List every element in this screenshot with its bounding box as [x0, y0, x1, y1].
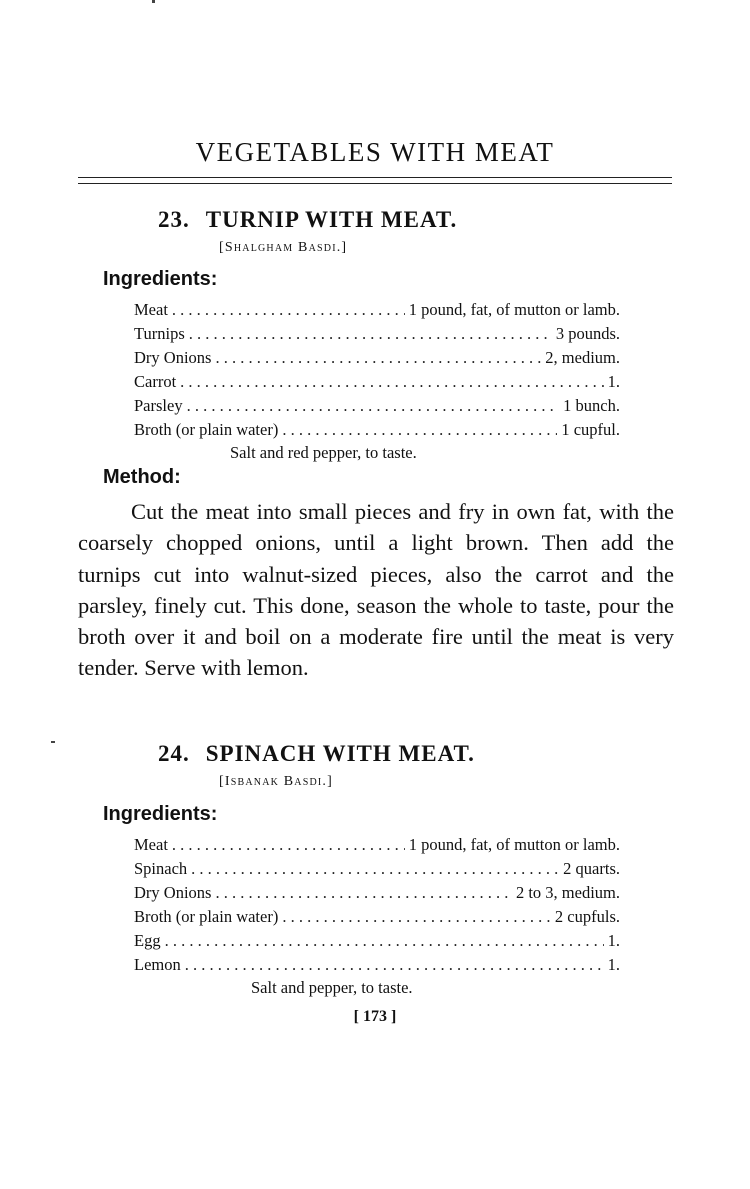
ingredient-name: Egg — [134, 931, 161, 950]
ingredient-qty: 2 to 3, medium. — [515, 883, 620, 902]
ingredient-name: Carrot — [134, 372, 177, 391]
ingredient-qty: 2 cupfuls. — [554, 907, 620, 926]
ingredient-row — [134, 907, 620, 931]
ingredient-name: Meat — [134, 835, 168, 854]
print-speck — [152, 0, 155, 3]
ingredients-label: Ingredients: — [103, 803, 218, 825]
dot-leader — [282, 420, 557, 440]
ingredient-row — [134, 372, 620, 396]
ingredient-name: Spinach — [134, 859, 188, 878]
dot-leader — [282, 907, 551, 927]
dot-leader — [187, 396, 560, 416]
ingredients-label: Ingredients: — [103, 268, 218, 290]
ingredient-qty: 3 pounds. — [555, 324, 620, 343]
dot-leader — [172, 300, 405, 320]
ingredient-name: Meat — [134, 300, 168, 319]
dot-leader — [189, 324, 552, 344]
ingredient-name: Broth (or plain water) — [134, 907, 279, 926]
ingredient-row — [134, 859, 620, 883]
ingredient-row — [134, 883, 620, 907]
ingredient-row — [134, 324, 620, 348]
recipe-number: 23. — [158, 207, 190, 232]
ingredient-row — [134, 300, 620, 324]
ingredient-qty: 1. — [607, 372, 620, 391]
ingredient-name: Turnips — [134, 324, 185, 343]
seasoning-note: Salt and red pepper, to taste. — [230, 443, 417, 462]
ingredient-row — [134, 420, 620, 444]
ingredient-row — [134, 348, 620, 372]
recipe-name: TURNIP WITH MEAT. — [205, 207, 458, 232]
running-head: VEGETABLES WITH MEAT — [195, 137, 555, 167]
dot-leader — [215, 348, 541, 368]
dot-leader — [172, 835, 405, 855]
ingredient-qty: 1. — [607, 931, 620, 950]
dot-leader — [165, 931, 604, 951]
header-rule — [78, 183, 672, 184]
dot-leader — [180, 372, 603, 392]
ingredient-name: Lemon — [134, 955, 181, 974]
ingredient-qty: 1 bunch. — [563, 396, 620, 415]
ingredient-name: Broth (or plain water) — [134, 420, 279, 439]
recipe-subtitle: [Shalgham Basdi.] — [219, 240, 348, 255]
recipe-subtitle: [Isbanak Basdi.] — [219, 774, 333, 789]
ingredient-row — [134, 835, 620, 859]
seasoning-note: Salt and pepper, to taste. — [251, 978, 413, 997]
page-number: [ 173 ] — [353, 1008, 397, 1025]
ingredient-qty: 1 pound, fat, of mutton or lamb. — [408, 835, 620, 854]
ingredient-row — [134, 955, 620, 979]
ingredient-name: Dry Onions — [134, 348, 212, 367]
dot-leader — [185, 955, 604, 975]
method-text: Cut the meat into small pieces and fry in own fat, with the coarsely chopped onions, until a light brown. Then add the turnips cut into walnut-sized pieces, also the carrot and the parsley, finely cut. This done, season the whole to taste, pour the broth over it and boil on a moderate fire until the meat is very tender. Serve with lemon. — [78, 499, 674, 681]
method-label: Method: — [103, 466, 181, 488]
recipe-number: 24. — [158, 741, 190, 766]
print-speck — [51, 741, 55, 743]
recipe-name: SPINACH WITH MEAT. — [205, 741, 475, 766]
ingredient-qty: 1 pound, fat, of mutton or lamb. — [408, 300, 620, 319]
recipe-title — [158, 207, 457, 233]
ingredient-name: Dry Onions — [134, 883, 212, 902]
recipe-title — [158, 741, 475, 767]
header-rule — [78, 177, 672, 178]
ingredient-qty: 1 cupful. — [561, 420, 620, 439]
ingredient-qty: 2 quarts. — [563, 859, 620, 878]
dot-leader — [215, 883, 511, 903]
ingredient-row — [134, 931, 620, 955]
ingredient-row — [134, 396, 620, 420]
ingredient-qty: 1. — [607, 955, 620, 974]
ingredient-name: Parsley — [134, 396, 183, 415]
dot-leader — [191, 859, 559, 879]
ingredient-qty: 2, medium. — [545, 348, 620, 367]
